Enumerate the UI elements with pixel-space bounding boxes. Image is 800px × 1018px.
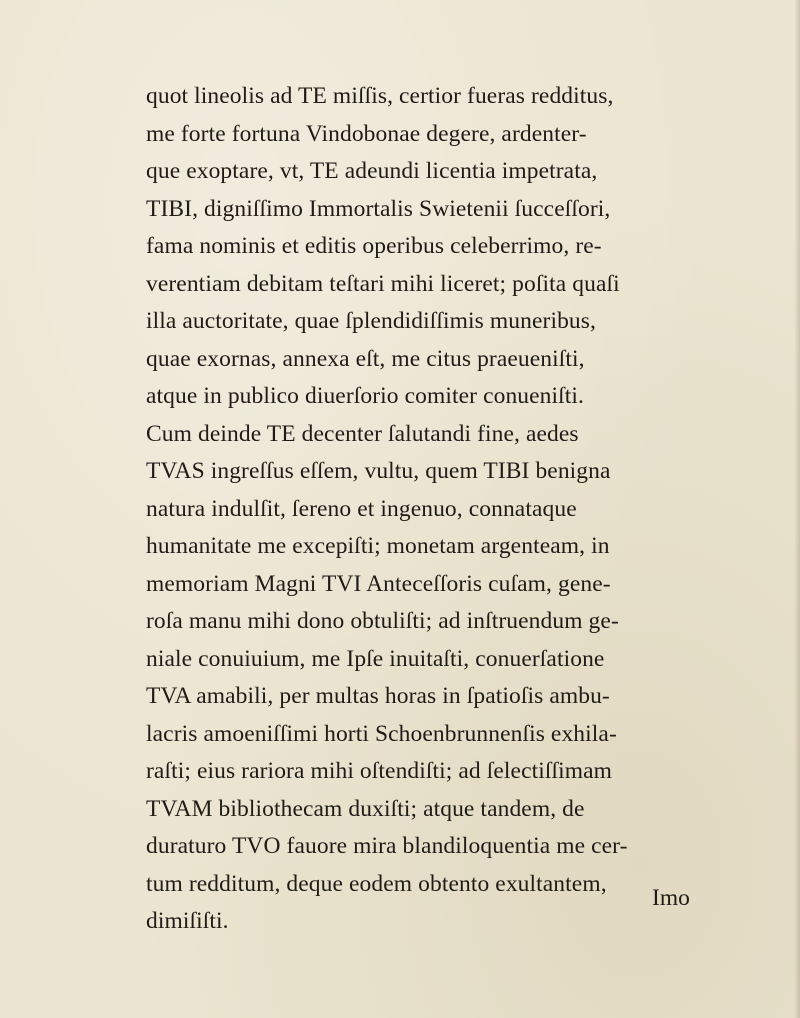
text-line: memoriam Magni TVI Anteceſſoris cuſam, gene- xyxy=(146,570,611,597)
text-line: quot lineolis ad TE miſſis, certior fueras redditus, xyxy=(146,83,614,109)
text-line: TVAM bibliothecam duxiſti; atque tandem, de xyxy=(146,795,585,822)
text-line: fama nominis et editis operibus celeberrimo, re- xyxy=(146,233,602,259)
text-line: roſa manu mihi dono obtuliſti; ad inſtruendum ge- xyxy=(146,608,619,634)
text-line: raſti; eius rariora mihi oſtendiſti; ad ſelectiſſimam xyxy=(146,758,613,784)
page-edge-shadow xyxy=(794,0,800,1018)
text-line: atque in publico diuerſorio comiter conueniſti. xyxy=(146,383,585,409)
text-line: TVA amabili, per multas horas in ſpatioſis ambu- xyxy=(146,683,610,709)
text-line: illa auctoritate, quae ſplendidiſſimis muneribus, xyxy=(146,308,596,334)
text-line: Cum deinde TE decenter ſalutandi fine, aedes xyxy=(146,420,579,447)
text-line: me forte fortuna Vindobonae degere, ardenter- xyxy=(146,120,587,147)
body-text xyxy=(146,78,776,941)
text-line: humanitate me excepiſti; monetam argenteam, in xyxy=(146,533,610,559)
catchword: Imo xyxy=(652,885,690,911)
text-line: niale conuiuium, me Ipſe inuitaſti, conuerſatione xyxy=(146,645,605,672)
text-line: natura indulſit, ſereno et ingenuo, connataque xyxy=(146,495,577,522)
text-line: verentiam debitam teſtari mihi liceret; poſita quaſi xyxy=(146,270,620,297)
text-line: lacris amoeniſſimi horti Schoenbrunnenſis exhila- xyxy=(146,720,617,747)
text-line: dimiſiſti. xyxy=(146,908,229,934)
text-line: TVAS ingreſſus eſſem, vultu, quem TIBI benigna xyxy=(146,458,611,484)
text-line: duraturo TVO fauore mira blandiloquentia me cer- xyxy=(146,833,628,859)
text-line: que exoptare, vt, TE adeundi licentia impetrata, xyxy=(146,158,598,184)
text-line: TIBI, digniſſimo Immortalis Swietenii ſucceſſori, xyxy=(146,195,611,222)
text-line: tum redditum, deque eodem obtento exultantem, xyxy=(146,870,607,897)
text-line: quae exornas, annexa eſt, me citus praeueniſti, xyxy=(146,345,585,372)
